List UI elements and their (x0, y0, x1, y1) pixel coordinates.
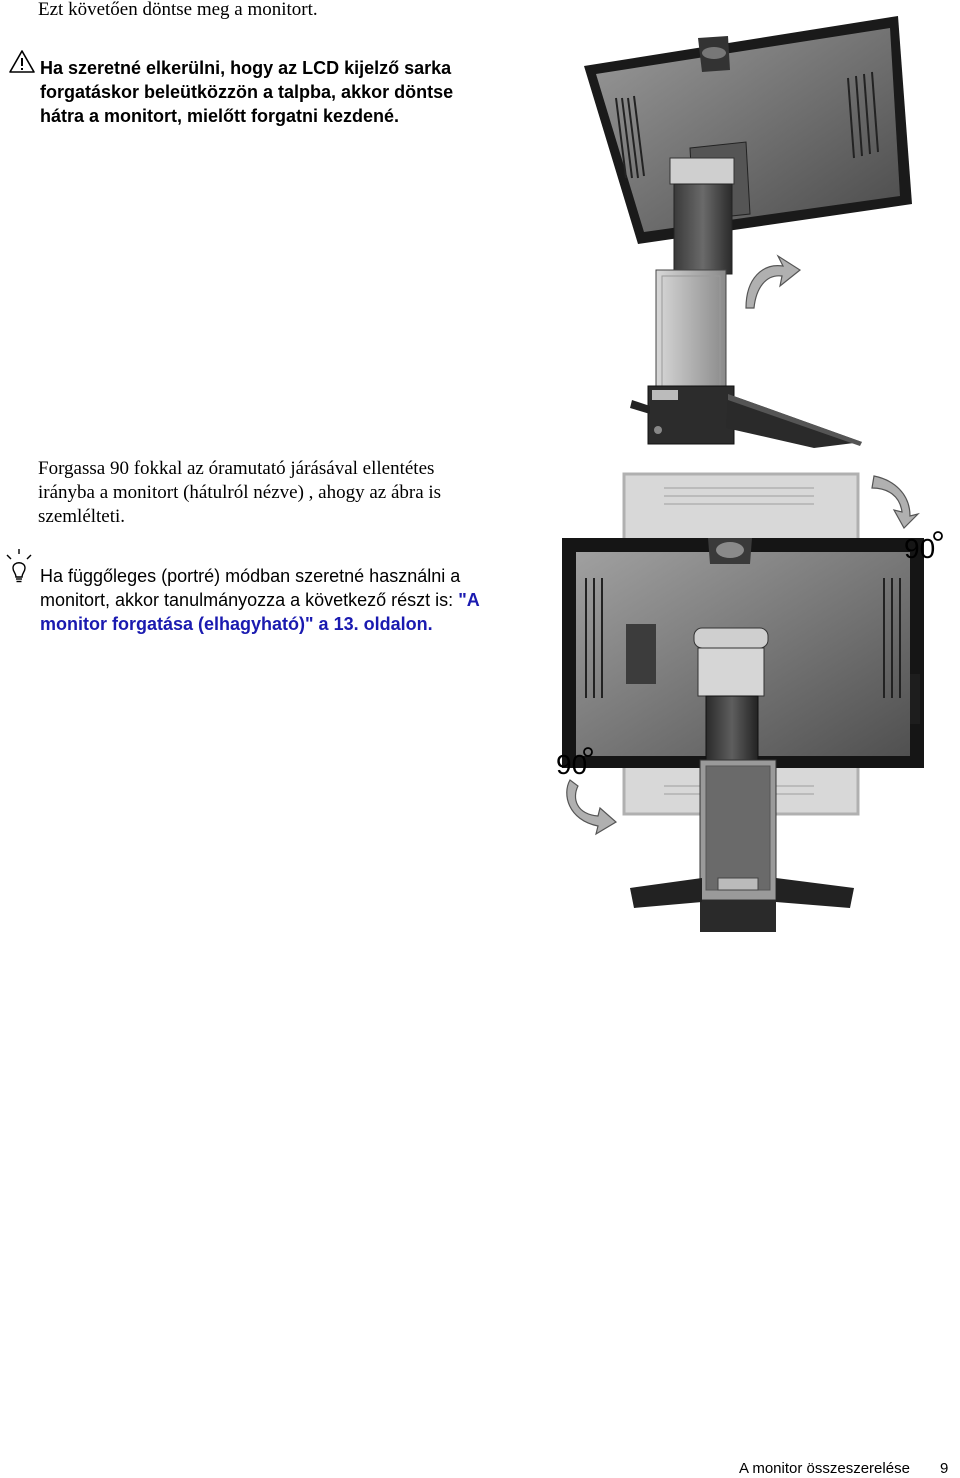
rotate-monitor-illustration (554, 468, 954, 948)
tip-note (40, 564, 540, 636)
warning-icon (8, 49, 36, 75)
angle-label-top: 90 (904, 533, 936, 564)
tip-line (40, 588, 540, 612)
rotate-line: szemlélteti. (38, 506, 126, 527)
warning-note (40, 56, 540, 128)
footer-page-number: 9 (940, 1460, 949, 1477)
tip-text-period: . (427, 614, 433, 634)
page-reference-link[interactable]: monitor forgatása (elhagyható)" a 13. oldalon (40, 614, 428, 634)
warning-line: hátra a monitort, mielőtt forgatni kezdené. (40, 106, 400, 126)
rotate-instruction (38, 457, 538, 529)
footer-section-title: A monitor összeszerelése (739, 1460, 910, 1477)
intro-text: Ezt követően döntse meg a monitort. (38, 0, 318, 20)
page-reference-link[interactable]: "A (458, 590, 480, 610)
warning-line: Ha szeretné elkerülni, hogy az LCD kijelző sarka (40, 58, 452, 78)
degree-symbol-top (934, 532, 942, 540)
tilted-monitor-illustration (578, 8, 918, 456)
angle-label-bottom: 90 (556, 749, 588, 780)
tip-line (40, 612, 540, 636)
tip-line: Ha függőleges (portré) módban szeretné használni a (40, 566, 461, 586)
tip-text-plain: monitort, akkor tanulmányozza a következő részt is: (40, 590, 459, 610)
rotate-line: irányba a monitort (hátulról nézve) , ahogy az ábra is (38, 482, 442, 503)
warning-line: forgatáskor beleütközzön a talpba, akkor döntse (40, 82, 454, 102)
lightbulb-icon (4, 548, 34, 584)
rotate-line: Forgassa 90 fokkal az óramutató járásával ellentétes (38, 458, 435, 479)
